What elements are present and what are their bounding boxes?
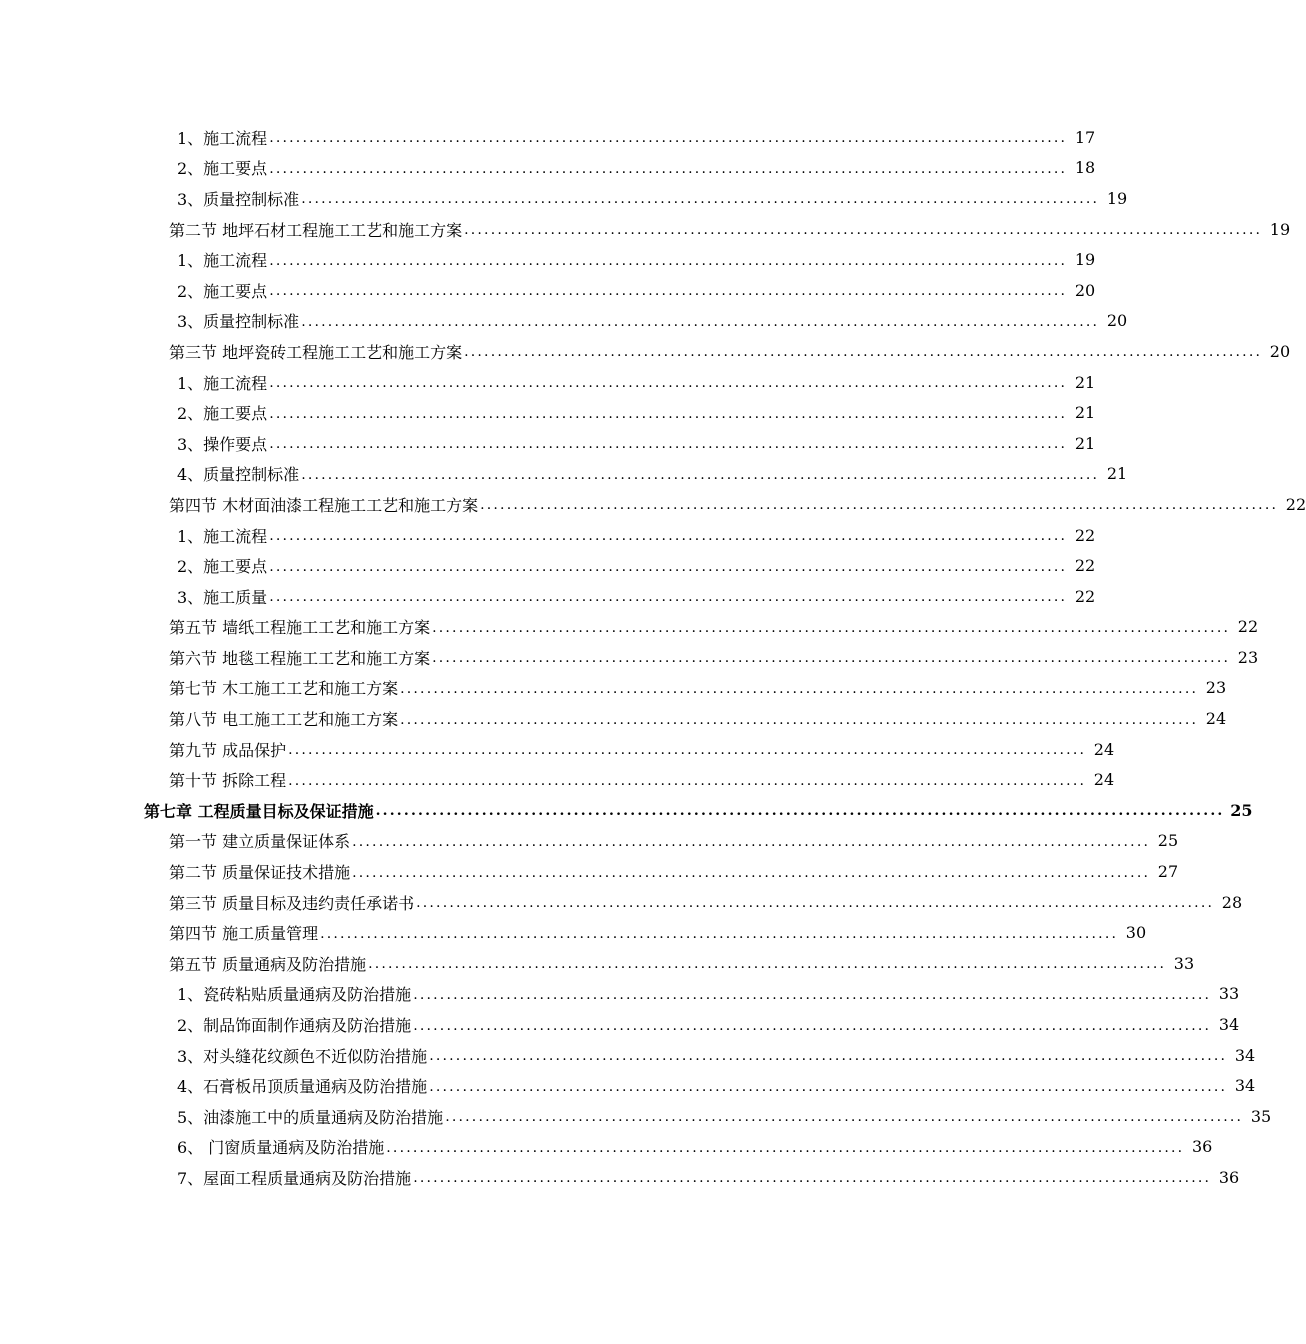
toc-entry[interactable] [0,887,1243,918]
toc-entry[interactable] [0,214,1291,245]
toc-entry-page: 35 [1250,1106,1272,1126]
toc-entry-page: 24 [1093,770,1115,790]
toc-dot-leader: ........................................................................................................................ [413,1017,1212,1034]
toc-entry-title: 第五节 墙纸工程施工工艺和施工方案 [169,618,431,638]
toc-entry-title: 1、施工流程 [177,526,268,546]
toc-entry-page: 22 [1074,586,1096,606]
toc-entry[interactable] [0,612,1259,643]
toc-dot-leader: ........................................................................................................................ [301,466,1100,483]
toc-dot-leader: ........................................................................................................................ [352,864,1151,881]
toc-dot-leader: ........................................................................................................................ [269,528,1068,545]
toc-dot-leader: ........................................................................................................................ [288,772,1087,789]
toc-entry[interactable] [0,1009,1240,1040]
toc-entry-title: 2、制品饰面制作通病及防治措施 [177,1016,412,1036]
toc-entry[interactable] [0,948,1195,979]
toc-entry[interactable] [0,1040,1256,1071]
toc-entry-title: 第三节 地坪瓷砖工程施工工艺和施工方案 [169,342,463,362]
toc-dot-leader: ........................................................................................................................ [429,1078,1228,1095]
toc-dot-leader: ........................................................................................................................ [386,1139,1185,1156]
toc-entry[interactable] [0,122,1096,153]
toc-dot-leader: ........................................................................................................................ [413,1170,1212,1187]
toc-dot-leader: ........................................................................................................................ [269,375,1068,392]
toc-entry-title: 第五节 质量通病及防治措施 [169,954,367,974]
toc-entry[interactable] [0,459,1128,490]
toc-entry-title: 3、质量控制标准 [177,312,300,332]
toc-entry-title: 第八节 电工施工工艺和施工方案 [169,710,399,730]
toc-entry[interactable] [0,764,1115,795]
toc-entry-page: 36 [1191,1137,1213,1157]
toc-entry-title: 3、质量控制标准 [177,189,300,209]
toc-entry[interactable] [0,428,1096,459]
toc-entry[interactable] [0,826,1179,857]
toc-entry-title: 4、石膏板吊顶质量通病及防治措施 [177,1077,428,1097]
toc-entry-title: 3、施工质量 [177,587,268,607]
toc-dot-leader: ........................................................................................................................ [432,650,1231,667]
toc-entry-page: 34 [1218,1015,1240,1035]
toc-entry-page: 19 [1269,219,1291,239]
toc-entry-page: 25 [1157,831,1179,851]
toc-dot-leader: ........................................................................................................................ [352,833,1151,850]
toc-dot-leader: ........................................................................................................................ [480,497,1279,514]
toc-entry-title: 7、屋面工程质量通病及防治措施 [177,1168,412,1188]
toc-entry-page: 28 [1221,892,1243,912]
toc-entry-page: 21 [1074,433,1096,453]
toc-entry-title: 3、操作要点 [177,434,268,454]
toc-entry[interactable] [0,673,1227,704]
toc-entry-page: 20 [1269,341,1291,361]
toc-dot-leader: ........................................................................................................................ [464,344,1263,361]
toc-entry-page: 33 [1218,984,1240,1004]
toc-entry[interactable] [0,153,1096,184]
toc-entry-title: 1、施工流程 [177,373,268,393]
toc-entry[interactable] [0,1070,1256,1101]
toc-entry[interactable] [0,397,1096,428]
toc-entry-page: 19 [1074,250,1096,270]
toc-dot-leader: ........................................................................................................................ [288,742,1087,759]
toc-entry[interactable] [0,917,1147,948]
toc-entry-title: 2、施工要点 [177,404,268,424]
toc-entry-title: 2、施工要点 [177,159,268,179]
toc-entry-page: 22 [1285,494,1306,514]
toc-entry-title: 第七章 工程质量目标及保证措施 [144,801,374,821]
toc-entry[interactable] [0,856,1179,887]
toc-entry-page: 23 [1205,678,1227,698]
toc-entry-page: 21 [1074,372,1096,392]
toc-entry-page: 20 [1074,280,1096,300]
toc-entry-title: 第九节 成品保护 [169,740,287,760]
toc-entry[interactable] [0,336,1291,367]
toc-entry[interactable] [0,275,1096,306]
toc-entry[interactable] [0,306,1128,337]
toc-entry-title: 第二节 质量保证技术措施 [169,863,351,883]
toc-entry-title: 1、施工流程 [177,251,268,271]
toc-entry-page: 30 [1125,923,1147,943]
toc-entry[interactable] [0,1162,1240,1193]
toc-entry[interactable] [0,581,1096,612]
toc-entry-page: 25 [1230,800,1253,820]
toc-entry-title: 5、油漆施工中的质量通病及防治措施 [177,1107,444,1127]
toc-dot-leader: ........................................................................................................................ [269,160,1068,177]
toc-entry-title: 第七节 木工施工工艺和施工方案 [169,679,399,699]
toc-entry[interactable] [0,244,1096,275]
toc-dot-leader: ........................................................................................................................ [400,680,1199,697]
toc-dot-leader: ........................................................................................................................ [269,130,1068,147]
toc-entry-title: 第十节 拆除工程 [169,771,287,791]
toc-entry-title: 第四节 施工质量管理 [169,924,319,944]
toc-entry-page: 18 [1074,158,1096,178]
toc-entry-title: 1、施工流程 [177,128,268,148]
toc-dot-leader: ........................................................................................................................ [432,619,1231,636]
toc-dot-leader: ........................................................................................................................ [269,436,1068,453]
toc-entry-page: 22 [1074,525,1096,545]
toc-entry[interactable] [0,642,1259,673]
toc-dot-leader: ........................................................................................................................ [413,986,1212,1003]
toc-chapter-entry[interactable] [0,795,1253,826]
toc-entry-title: 第六节 地毯工程施工工艺和施工方案 [169,648,431,668]
toc-entry[interactable] [0,520,1096,551]
toc-entry-page: 17 [1074,127,1096,147]
toc-dot-leader: ........................................................................................................................ [269,558,1068,575]
toc-entry-page: 36 [1218,1167,1240,1187]
toc-entry-page: 21 [1074,403,1096,423]
toc-dot-leader: ........................................................................................................................ [269,252,1068,269]
toc-entry-title: 第三节 质量目标及违约责任承诺书 [169,893,415,913]
toc-entry-page: 24 [1205,709,1227,729]
toc-entry[interactable] [0,1101,1272,1132]
toc-entry-page: 22 [1074,556,1096,576]
toc-entry-page: 23 [1237,647,1259,667]
toc-entry[interactable] [0,183,1128,214]
toc-entry[interactable] [0,489,1306,520]
table-of-contents [0,122,1306,1193]
toc-dot-leader: ........................................................................................................................ [368,956,1167,973]
toc-entry-title: 第四节 木材面油漆工程施工工艺和施工方案 [169,495,479,515]
toc-entry-page: 21 [1106,464,1128,484]
toc-dot-leader: ........................................................................................................................ [320,925,1119,942]
toc-dot-leader: ........................................................................................................................ [429,1048,1228,1065]
toc-dot-leader: ........................................................................................................................ [464,222,1263,239]
toc-entry-title: 3、对头缝花纹颜色不近似防治措施 [177,1046,428,1066]
toc-entry[interactable] [0,550,1096,581]
toc-dot-leader: ........................................................................................................................ [445,1109,1244,1126]
toc-dot-leader: ........................................................................................................................ [269,283,1068,300]
toc-entry-page: 33 [1173,953,1195,973]
toc-dot-leader: ........................................................................................................................ [400,711,1199,728]
toc-entry[interactable] [0,367,1096,398]
toc-entry[interactable] [0,979,1240,1010]
toc-entry-page: 34 [1234,1076,1256,1096]
toc-entry[interactable] [0,703,1227,734]
toc-entry-title: 2、施工要点 [177,557,268,577]
toc-dot-leader: ........................................................................................................................ [416,895,1215,912]
toc-entry-page: 24 [1093,739,1115,759]
toc-entry-title: 4、质量控制标准 [177,465,300,485]
toc-dot-leader: ........................................................................................................................ [301,313,1100,330]
toc-entry[interactable] [0,734,1115,765]
toc-dot-leader: ........................................................................................................................ [375,803,1225,820]
toc-entry-page: 19 [1106,188,1128,208]
toc-dot-leader: ........................................................................................................................ [269,589,1068,606]
toc-entry-title: 2、施工要点 [177,281,268,301]
toc-entry-title: 第二节 地坪石材工程施工工艺和施工方案 [169,220,463,240]
toc-dot-leader: ........................................................................................................................ [269,405,1068,422]
toc-entry-page: 20 [1106,311,1128,331]
toc-entry-title: 第一节 建立质量保证体系 [169,832,351,852]
toc-dot-leader: ........................................................................................................................ [301,191,1100,208]
toc-entry-page: 22 [1237,617,1259,637]
toc-entry-title: 1、瓷砖粘贴质量通病及防治措施 [177,985,412,1005]
toc-entry[interactable] [0,1132,1213,1163]
toc-entry-page: 34 [1234,1045,1256,1065]
toc-entry-page: 27 [1157,862,1179,882]
toc-entry-title: 6、 门窗质量通病及防治措施 [177,1138,385,1158]
